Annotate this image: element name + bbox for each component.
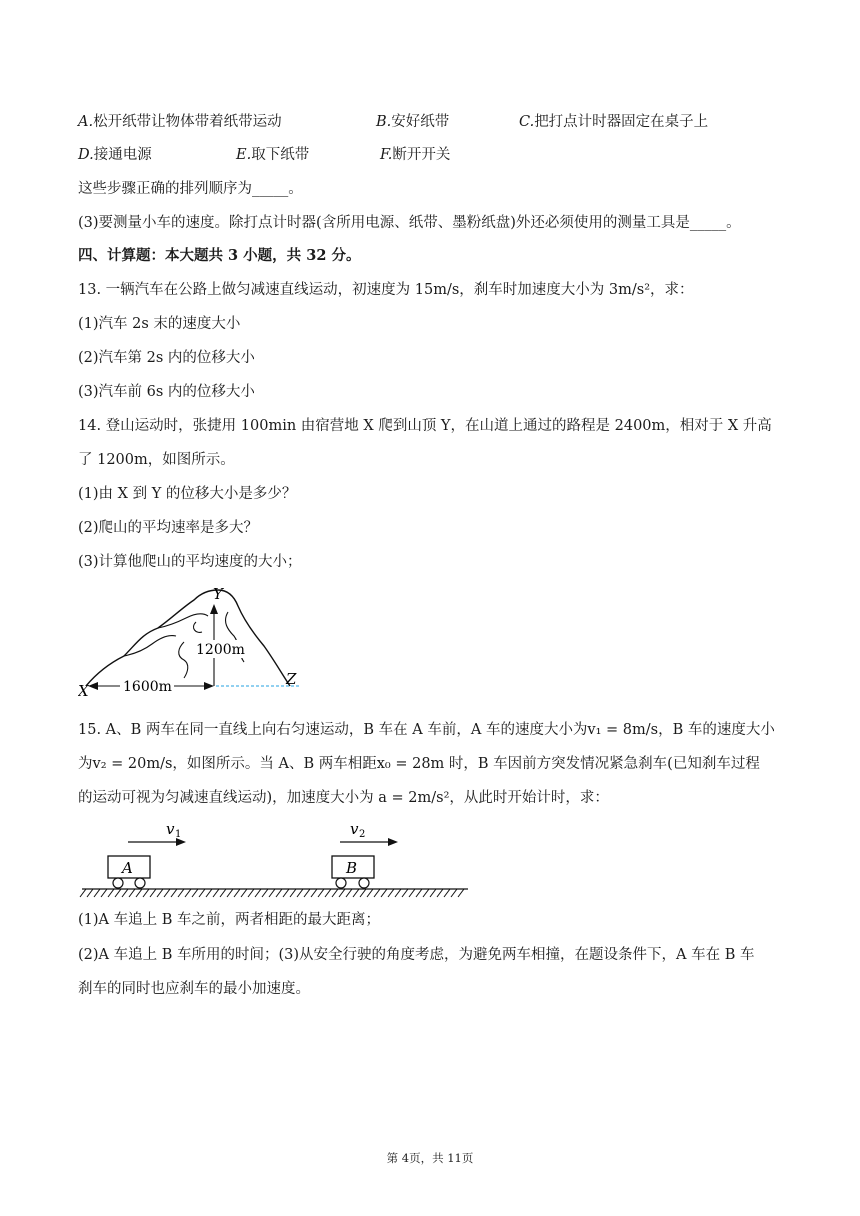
car-b-wheel-right [359,878,369,888]
ridge-line-2 [158,614,208,628]
q15-line3: 的运动可视为匀减速直线运动)，加速度大小为 a = 2m/s²，从此时开始计时，求： [78,790,609,806]
ground-hatching [80,889,464,897]
cars-figure [78,818,473,904]
hatch-stroke [199,889,205,897]
distance-arrow-left [88,682,98,690]
height-label: 1200m [196,642,245,658]
ridge-line-5 [194,622,202,632]
hatch-stroke [416,889,422,897]
car-b-wheel-left [336,878,346,888]
q14-part3: (3)计算他爬山的平均速度的大小； [78,554,302,570]
hatch-stroke [346,889,352,897]
q15-part1: (1)A 车追上 B 车之前，两者相距的最大距离； [78,912,380,928]
ridge-line-3 [179,642,188,678]
v1-subscript: 1 [175,829,182,840]
hatch-stroke [227,889,233,897]
mountain-figure [78,582,318,700]
hatch-stroke [234,889,240,897]
q13-part2: (2)汽车第 2s 内的位移大小 [78,350,255,366]
hatch-stroke [353,889,359,897]
hatch-stroke [360,889,366,897]
hatch-stroke [269,889,275,897]
hatch-stroke [423,889,429,897]
q15-line2: 为v₂ = 20m/s，如图所示。当 A、B 两车相距x₀ = 28m 时，B 车因前方突发情况紧急刹车(已知刹车过程 [78,756,760,772]
height-arrow-top [210,604,218,614]
hatch-stroke [192,889,198,897]
hatch-stroke [248,889,254,897]
v2-arrow-head [388,838,398,846]
hatch-stroke [87,889,93,897]
hatch-stroke [276,889,282,897]
hatch-stroke [395,889,401,897]
q14-part1: (1)由 X 到 Y 的位移大小是多少？ [78,486,297,502]
hatch-stroke [451,889,457,897]
hatch-stroke [101,889,107,897]
hatch-stroke [437,889,443,897]
hatch-stroke [122,889,128,897]
hatch-stroke [80,889,86,897]
hatch-stroke [444,889,450,897]
hatch-stroke [143,889,149,897]
page-footer: 第 4页，共 11页 [386,1151,474,1165]
q13-part3: (3)汽车前 6s 内的位移大小 [78,384,255,400]
hatch-stroke [255,889,261,897]
mountain-outline [86,590,290,686]
hatch-stroke [157,889,163,897]
hatch-stroke [290,889,296,897]
hatch-stroke [402,889,408,897]
hatch-stroke [297,889,303,897]
option-f: F.断开开关 [380,147,451,163]
car-a-wheel-right [135,878,145,888]
hatch-stroke [213,889,219,897]
distance-label: 1600m [123,679,172,695]
q14-stem-line2: 了 1200m，如图所示。 [78,452,235,468]
hatch-stroke [409,889,415,897]
hatch-stroke [311,889,317,897]
hatch-stroke [318,889,324,897]
ridge-line-1 [124,635,176,656]
q14-stem-line1: 14. 登山运动时，张捷用 100min 由宿营地 X 爬到山顶 Y，在山道上通过的路程是 2400m，相对于 X 升高 [78,418,772,434]
hatch-stroke [129,889,135,897]
q13-stem: 13. 一辆汽车在公路上做匀减速直线运动，初速度为 15m/s，刹车时加速度大小为 3m/s²，求： [78,282,694,298]
option-b: B.安好纸带 [376,114,450,130]
hatch-stroke [374,889,380,897]
section-heading: 四、计算题：本大题共 3 小题，共 32 分。 [78,247,361,264]
q15-line1: 15. A、B 两车在同一直线上向右匀速运动，B 车在 A 车前，A 车的速度大小为v₁ = 8m/s，B 车的速度大小 [78,722,775,738]
option-e: E.取下纸带 [236,147,310,163]
label-z: Z [286,670,297,688]
v2-label: v [350,820,359,838]
v1-label: v [166,820,175,838]
hatch-stroke [220,889,226,897]
q13-part1: (1)汽车 2s 末的速度大小 [78,316,241,332]
hatch-stroke [150,889,156,897]
hatch-stroke [136,889,142,897]
option-c: C.把打点计时器固定在桌子上 [519,114,709,130]
hatch-stroke [388,889,394,897]
q15-part2-line2: 刹车的同时也应刹车的最小加速度。 [78,981,310,997]
hatch-stroke [164,889,170,897]
q14-part2: (2)爬山的平均速率是多大？ [78,520,259,536]
hatch-stroke [262,889,268,897]
q15-part2-line1: (2)A 车追上 B 车所用的时间；(3)从安全行驶的角度考虑，为避免两车相撞，在题设条件下，A 车在 B 车 [78,947,755,963]
hatch-stroke [94,889,100,897]
distance-arrow-right [204,682,214,690]
option-d: D.接通电源 [78,147,152,163]
label-x: X [78,682,89,700]
hatch-stroke [325,889,331,897]
car-a-label: A [122,859,133,877]
option-a: A.松开纸带让物体带着纸带运动 [78,114,282,130]
hatch-stroke [339,889,345,897]
q12-part3: (3)要测量小车的速度。除打点计时器(含所用电源、纸带、墨粉纸盘)外还必须使用的测量工具是_____。 [78,215,741,231]
label-y: Y [213,585,223,603]
hatch-stroke [332,889,338,897]
hatch-stroke [115,889,121,897]
v2-subscript: 2 [359,829,366,840]
hatch-stroke [108,889,114,897]
hatch-stroke [283,889,289,897]
hatch-stroke [206,889,212,897]
hatch-stroke [430,889,436,897]
hatch-stroke [304,889,310,897]
car-a-wheel-left [113,878,123,888]
hatch-stroke [185,889,191,897]
hatch-stroke [381,889,387,897]
hatch-stroke [171,889,177,897]
hatch-stroke [367,889,373,897]
hatch-stroke [241,889,247,897]
hatch-stroke [458,889,464,897]
hatch-stroke [178,889,184,897]
order-question: 这些步骤正确的排列顺序为_____。 [78,181,303,197]
car-b-label: B [346,859,358,877]
